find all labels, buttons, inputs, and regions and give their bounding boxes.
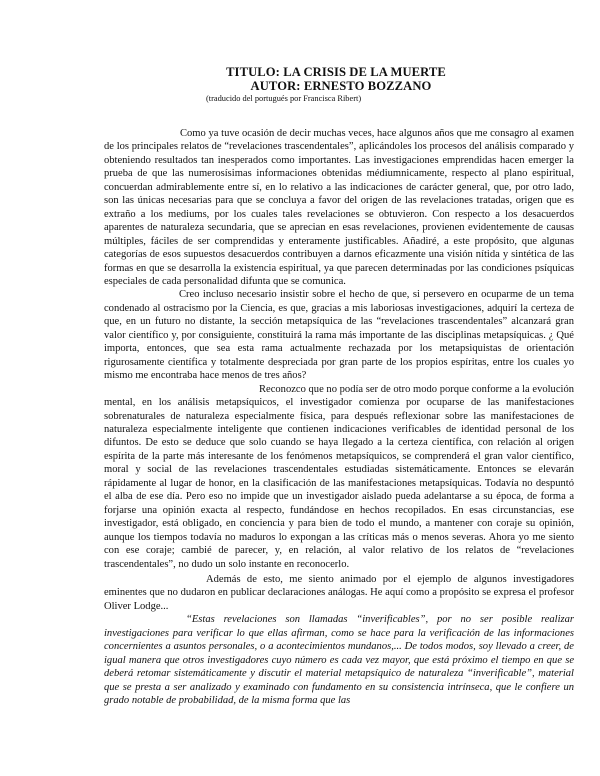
translator-note: (traducido del portugués por Francisca Ribert) <box>206 94 362 103</box>
quotation-paragraph: “Estas revelaciones son llamadas “inverificables”, por no ser posible realizar investigaciones para verificar lo que ellas afirman, como se hace para la verificación de las informaciones concernientes a asuntos personales, o a acontecimientos mundanos,... De todos modos, soy llevado a creer, de igual manera que otros investigadores cuyo número es cada vez mayor, que está próximo el tiempo en que se deberá retomar sistemáticamente y discutir el material metapsíquico de naturaleza “inverificable”, material que se presta a ser analizado y examinado con fundamento en su consistencia intrínseca, que le confiere un grado notable de probabilidad, de la misma forma que las <box>104 614 574 707</box>
document-author: AUTOR: ERNESTO BOZZANO <box>250 79 432 93</box>
document-title: TITULO: LA CRISIS DE LA MUERTE <box>226 65 446 79</box>
body-paragraph-4: Además de esto, me siento animado por el ejemplo de algunos investigadores eminentes que no dudaron en publicar declaraciones análogas. He aquí como a propósito se expresa el profesor Oliver Lodge... <box>104 573 574 612</box>
body-paragraph-1: Como ya tuve ocasión de decir muchas veces, hace algunos años que me consagro al examen de los principales relatos de “revelaciones trascendentales”, aplicándoles los procesos del análisis comparado y obteniendo resultados tan inesperados como importantes. Las investigaciones emprendidas hacen emerger la prueba de que las numerosísimas informaciones obtenidas médiumnicamente, respecto al plano espiritual, concuerdan admirablemente entre sí, en lo relativo a las indicaciones de carácter general, que, por otro lado, son las únicas necesarias para que se concluya a favor del origen de las revelaciones tratadas, origen que es extraño a los mediums, por los cuales tales revelaciones se obtuvieron. Con respecto a los desacuerdos aparentes de naturaleza secundaria, que se aprecian en esas revelaciones, provienen evidentemente de causas múltiples, fáciles de ser comprendidas y enteramente justificables. Añadiré, a este propósito, que algunas categorías de esos supuestos desacuerdos contribuyen a darnos eficazmente una visión nítida y sintética de las formas en que se desarrolla la existencia espiritual, ya que parecen determinadas por las condiciones psíquicas especiales de cada personalidad difunta que se comunica. <box>104 128 574 287</box>
document-header <box>0 65 600 104</box>
body-paragraph-3: Reconozco que no podía ser de otro modo porque conforme a la evolución mental, en los análisis metapsíquicos, el investigador comienza por ocuparse de las manifestaciones sobrenaturales de naturaleza especialmente física, para después reflexionar sobre las manifestaciones de naturaleza especialmente inteligente que contienen indicaciones verificables de identidad personal de los difuntos. De esto se deduce que solo cuando se haya llegado a la certeza científica, con relación al origen espírita de la parte más interesante de los fenómenos metapsíquicos, se comprenderá el gran valor científico, moral y social de las revelaciones trascendentales estudiadas sistemáticamente. Entonces se elevarán rápidamente al lugar de honor, en la clasificación de las manifestaciones metapsíquicas. Todavía no despuntó el alba de ese día. Pero eso no impide que un investigador aislado pueda adelantarse a su época, de forma a forjarse una opinión exacta al respecto, fundándose en hechos recopilados. En esas circunstancias, ese investigador, está obligado, en conciencia y para bien de todo el mundo, a mantener con coraje su opinión, aunque los tiempos todavía no maduros lo expongan a las críticas más o menos severas. Ahora yo me siento con ese coraje; cambié de parecer, y, en relación, al valor relativo de los relatos de “revelaciones trascendentales”, no dudo un solo instante en reconocerlo. <box>104 383 574 570</box>
document-body <box>104 127 574 707</box>
body-paragraph-2: Creo incluso necesario insistir sobre el hecho de que, si persevero en ocuparme de un tema condenado al ostracismo por la Ciencia, es que, gracias a mis laboriosas investigaciones, adquirí la certeza de que, en un futuro no distante, la sección metapsíquica de las “revelaciones trascendentales” alcanzará gran valor científico y, por consiguiente, constituirá la rama más importante de las disciplinas metapsíquicas. ¿ Qué importa, entonces, que sea esta rama actualmente rechazada por los metapsiquistas de orientación rigurosamente científica y totalmente despreciada por gran parte de los propios espíritas, entre los cuales yo mismo me encontraba hace menos de tres años? <box>104 289 574 382</box>
